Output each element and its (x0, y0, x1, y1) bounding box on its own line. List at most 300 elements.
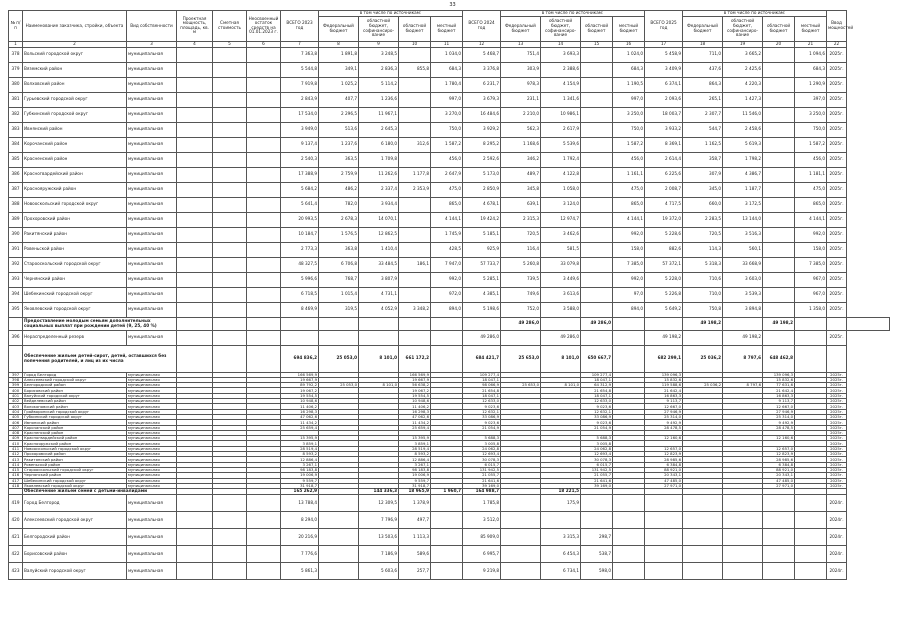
value-t23: 6 718,5 (281, 287, 319, 302)
value-t25: 25 314,0 (645, 414, 683, 419)
row-ownership: муниципальная (127, 425, 177, 430)
table-cell (723, 495, 763, 512)
value-r23: 186,1 (399, 257, 431, 272)
row-capacity (177, 167, 213, 182)
value-l24: 7 385,0 (613, 257, 645, 272)
value-r23: 25 659,4 (399, 425, 431, 430)
value-f24: 2 210,0 (501, 107, 541, 122)
value-r24: 109 277,4 (581, 372, 613, 377)
table-cell (177, 529, 213, 546)
row-ownership: муниципальная (127, 257, 177, 272)
col-total-2024: ВСЕГО 2024 год (463, 11, 501, 42)
table-cell (795, 546, 827, 563)
value-f23: 6 706,8 (319, 257, 359, 272)
row-capacity (177, 92, 213, 107)
value-t23: 694 836,2 (281, 345, 319, 372)
value-t25: 8 369,1 (645, 137, 683, 152)
value-f24: 978,3 (501, 77, 541, 92)
row-number: 392 (9, 257, 23, 272)
row-ownership: муниципальная (127, 483, 177, 488)
value-t23: 17 534,0 (281, 107, 319, 122)
value-c24: 1 792,4 (541, 152, 581, 167)
value-r23: 98 183,8 (399, 467, 431, 472)
row-name: Губкинский городской округ (23, 414, 127, 419)
value-t23: 3 859,1 (281, 441, 319, 446)
row-cost (213, 137, 247, 152)
column-number: 21 (795, 41, 827, 47)
table-cell (213, 546, 247, 563)
value-r23: 3 859,1 (399, 441, 431, 446)
value-t23: 5 641,4 (281, 197, 319, 212)
row-ownership: муниципальная (127, 478, 177, 483)
value-l25: 750,0 (795, 122, 827, 137)
table-row (9, 197, 890, 212)
row-name: Прохоровский район (23, 212, 127, 227)
value-c25: 33 668,9 (723, 257, 763, 272)
row-ownership: муниципальная (127, 77, 177, 92)
value-r23: 1 113,3 (399, 529, 431, 546)
value-r24 (581, 302, 613, 317)
row-name: Волховский район (23, 77, 127, 92)
value-t24: 21 641,6 (463, 478, 501, 483)
value-t25: 682 299,1 (645, 345, 683, 372)
table-row (9, 182, 890, 197)
column-number: 6 (247, 41, 281, 47)
value-t23: 2 773,3 (281, 242, 319, 257)
value-r24: 30 078,3 (581, 457, 613, 462)
column-number: 10 (399, 41, 431, 47)
table-cell (213, 495, 247, 512)
row-number: 385 (9, 152, 23, 167)
value-r23: 19 554,5 (399, 393, 431, 398)
table-row (9, 257, 890, 272)
value-c23: 1 236,6 (359, 92, 399, 107)
table-cell (319, 546, 359, 563)
value-r24: 298,7 (581, 529, 613, 546)
table-cell (763, 512, 795, 529)
table-row (9, 272, 890, 287)
row-ownership: муниципальная (127, 137, 177, 152)
value-f25: 114,3 (683, 242, 723, 257)
value-r23: 589,6 (399, 546, 431, 563)
value-t24: 9 023,6 (463, 404, 501, 409)
value-f23: 1 891,8 (319, 47, 359, 62)
value-t23: 3 949,0 (281, 122, 319, 137)
value-t24: 2 850,9 (463, 182, 501, 197)
value-f23: 2 678,3 (319, 212, 359, 227)
row-remaining (247, 272, 281, 287)
row-number: 407 (9, 425, 23, 430)
value-t23: 11 406,2 (281, 404, 319, 409)
value-r23: 497,7 (399, 512, 431, 529)
value-c24: 6 454,3 (541, 546, 581, 563)
table-row (9, 92, 890, 107)
row-remaining (247, 197, 281, 212)
row-remaining (247, 152, 281, 167)
table-cell (213, 345, 247, 372)
table-cell (359, 330, 399, 345)
value-c24: 12 974,7 (541, 212, 581, 227)
value-c25: 3 172,5 (723, 197, 763, 212)
value-r24 (581, 212, 613, 227)
value-f24: 116,4 (501, 242, 541, 257)
row-ownership: муниципальная (127, 287, 177, 302)
value-t24: 684 421,7 (463, 345, 501, 372)
row-commission-year: 2025г. (827, 483, 847, 488)
value-t25: 9 113,7 (645, 399, 683, 404)
value-l23: 1 587,2 (431, 137, 463, 152)
value-r23: 661 172,2 (399, 345, 431, 372)
row-number: 396 (9, 330, 23, 345)
value-l25: 865,0 (795, 197, 827, 212)
row-number: 397 (9, 372, 23, 377)
row-remaining (247, 212, 281, 227)
table-cell (683, 563, 723, 580)
value-t23: 17 388,9 (281, 167, 319, 182)
table-cell (795, 529, 827, 546)
value-l24: 3 250,0 (613, 107, 645, 122)
row-remaining (247, 227, 281, 242)
value-t25: 15 832,6 (645, 377, 683, 382)
row-name: Ровеньской район (23, 462, 127, 467)
col-loc-2024: местный бюджет (613, 16, 645, 41)
row-commission-year: 2025г. (827, 212, 847, 227)
row-number: 421 (9, 529, 23, 546)
value-c23: 1 410,4 (359, 242, 399, 257)
value-r25: 88 921,0 (763, 467, 795, 472)
row-commission-year: 2025г. (827, 330, 847, 345)
value-t24: 24 062,8 (463, 446, 501, 451)
value-f25: 750,8 (683, 302, 723, 317)
value-r23: 19 006,9 (399, 473, 431, 478)
value-l23 (431, 546, 463, 563)
value-t24: 925,9 (463, 242, 501, 257)
value-f25: 437,6 (683, 62, 723, 77)
row-commission-year: 2025г. (827, 388, 847, 393)
value-l25: 1 587,2 (795, 137, 827, 152)
row-capacity (177, 152, 213, 167)
table-cell (613, 330, 645, 345)
value-f23: 363,5 (319, 152, 359, 167)
value-t24: 3 929,2 (463, 122, 501, 137)
value-c24: 3 693,3 (541, 47, 581, 62)
value-f25: 307,9 (683, 167, 723, 182)
value-c23: 12 309,5 (359, 495, 399, 512)
row-ownership: муниципальная (127, 107, 177, 122)
value-c24: 1 058,0 (541, 182, 581, 197)
value-l23: 894,0 (431, 302, 463, 317)
value-l23: 1 780,4 (431, 77, 463, 92)
table-cell (683, 546, 723, 563)
value-c24: 8 101,0 (541, 383, 581, 388)
table-cell (501, 563, 541, 580)
value-t25: 47 485,0 (645, 478, 683, 483)
value-c24: 10 986,1 (541, 107, 581, 122)
value-t23: 8 469,9 (281, 302, 319, 317)
value-f25: 864,3 (683, 77, 723, 92)
column-number: 16 (613, 41, 645, 47)
value-r24: 598,0 (581, 563, 613, 580)
value-r23: 12 886,4 (399, 457, 431, 462)
value-l25: 992,0 (795, 227, 827, 242)
value-t24: 16 484,6 (463, 107, 501, 122)
row-number: 387 (9, 182, 23, 197)
row-ownership: муниципальная (127, 212, 177, 227)
row-remaining (247, 137, 281, 152)
row-number: 422 (9, 546, 23, 563)
value-c25: 4 386,7 (723, 167, 763, 182)
value-f25: 25 036,2 (683, 383, 723, 388)
value-c24: 3 462,6 (541, 227, 581, 242)
value-r25 (763, 122, 795, 137)
value-r25: 12 667,0 (763, 404, 795, 409)
value-c24: 5 539,6 (541, 137, 581, 152)
col-fed-2025: Федеральный бюджет (683, 16, 723, 41)
value-r23 (399, 92, 431, 107)
row-remaining (247, 92, 281, 107)
value-l23: 456,0 (431, 152, 463, 167)
row-name: Корочанский район (23, 425, 127, 430)
table-cell (581, 330, 613, 345)
value-c25: 49 198,2 (763, 317, 795, 330)
value-r23: 166 569,9 (399, 372, 431, 377)
col-regco-2023: областной бюджет, софинансиро-вание (359, 16, 399, 41)
row-cost (213, 287, 247, 302)
col-loc-2025: местный бюджет (795, 16, 827, 41)
value-c23: 2 337,4 (359, 182, 399, 197)
value-r23: 9 559,7 (399, 478, 431, 483)
value-c25: 5 619,3 (723, 137, 763, 152)
row-number: 408 (9, 430, 23, 435)
table-cell (247, 529, 281, 546)
row-remaining (247, 167, 281, 182)
value-t25: 5 458,9 (645, 47, 683, 62)
value-r25: 21 642,4 (763, 388, 795, 393)
value-c23: 7 186,9 (359, 546, 399, 563)
value-r25: 25 314,0 (763, 414, 795, 419)
value-c25: 1 427,3 (723, 92, 763, 107)
table-cell (501, 512, 541, 529)
row-ownership: муниципальная (127, 436, 177, 441)
row-name: Чернянский район (23, 473, 127, 478)
row-name: Красненский район (23, 430, 127, 435)
row-capacity (177, 47, 213, 62)
value-c23: 5 114,2 (359, 77, 399, 92)
value-l25: 397,0 (795, 92, 827, 107)
value-l23: 475,0 (431, 182, 463, 197)
table-row (9, 330, 890, 345)
value-r24 (581, 242, 613, 257)
value-r23 (399, 152, 431, 167)
value-c23: 12 862,5 (359, 227, 399, 242)
value-l24: 684,3 (613, 62, 645, 77)
value-r25: 12 657,0 (763, 446, 795, 451)
row-number: 388 (9, 197, 23, 212)
value-t24: 33 086,9 (463, 414, 501, 419)
row-commission-year: 2025г. (827, 122, 847, 137)
value-t23: 19 006,9 (281, 473, 319, 478)
section-title: Обеспечение жильем семей с детьми-инвалидами (23, 489, 177, 495)
value-r25 (763, 227, 795, 242)
table-row (9, 107, 890, 122)
row-number: 412 (9, 452, 23, 457)
value-f24: 749,6 (501, 287, 541, 302)
row-number: 417 (9, 478, 23, 483)
column-number: 20 (763, 41, 795, 47)
value-t23: 9 559,7 (281, 478, 319, 483)
value-r23 (399, 242, 431, 257)
value-t23: 5 684,2 (281, 182, 319, 197)
value-t23: 5 996,6 (281, 272, 319, 287)
value-r23: 257,7 (399, 563, 431, 580)
row-commission-year: 2025г. (827, 457, 847, 462)
value-f24: 5 260,8 (501, 257, 541, 272)
col-incl-2024: в том числе по источникам: (501, 11, 645, 17)
value-f24: 751,4 (501, 47, 541, 62)
table-cell (319, 512, 359, 529)
row-ownership: муниципальная (127, 92, 177, 107)
value-t24: 21 054,9 (463, 425, 501, 430)
value-r24 (581, 47, 613, 62)
value-c25: 3 894,8 (723, 302, 763, 317)
value-t23: 20 993,5 (281, 212, 319, 227)
value-r25: 27 946,9 (763, 409, 795, 414)
table-row (9, 302, 890, 317)
table-cell (247, 495, 281, 512)
value-t24: 5 198,6 (463, 302, 501, 317)
row-number: 398 (9, 377, 23, 382)
row-cost (213, 242, 247, 257)
col-cost: Сметная стоимость (213, 11, 247, 42)
value-t23: 19 067,2 (281, 388, 319, 393)
value-r24 (581, 167, 613, 182)
value-f23: 2 296,5 (319, 107, 359, 122)
row-number: 404 (9, 409, 23, 414)
value-t23: 11 434,2 (281, 420, 319, 425)
table-cell (645, 495, 683, 512)
value-t24: 5 468,7 (463, 47, 501, 62)
value-r23: 28 519,4 (399, 446, 431, 451)
col-capacity: Проектная мощность, площадь, кв. м (177, 11, 213, 42)
value-t24: 5 185,1 (463, 227, 501, 242)
row-commission-year: 2025г. (827, 409, 847, 414)
table-cell (613, 495, 645, 512)
row-ownership: муниципальная (127, 512, 177, 529)
table-cell (645, 529, 683, 546)
row-remaining (247, 182, 281, 197)
table-cell (319, 330, 359, 345)
value-l25: 3 250,0 (795, 107, 827, 122)
value-t23: 7 919,8 (281, 77, 319, 92)
row-ownership: муниципальная (127, 122, 177, 137)
value-r25 (763, 257, 795, 272)
value-c23: 11 967,1 (359, 107, 399, 122)
value-c23: 144 336,3 (359, 489, 399, 495)
value-c23: 6 180,0 (359, 137, 399, 152)
value-l25: 1 094,6 (795, 47, 827, 62)
value-c23: 2 645,3 (359, 122, 399, 137)
value-r25 (763, 107, 795, 122)
value-f23: 25 053,0 (319, 345, 359, 372)
value-c25: 49 198,2 (723, 330, 763, 345)
row-ownership: муниципальная (127, 383, 177, 388)
row-commission-year: 2025г. (827, 393, 847, 398)
row-remaining (247, 257, 281, 272)
value-c25: 13 144,0 (723, 212, 763, 227)
col-fed-2023: Федеральный бюджет (319, 16, 359, 41)
value-r25: 12 160,6 (763, 436, 795, 441)
row-cost (213, 182, 247, 197)
value-f23: 407,7 (319, 92, 359, 107)
row-ownership: муниципальная (127, 302, 177, 317)
value-c24: 6 734,1 (541, 563, 581, 580)
table-cell (281, 317, 319, 330)
row-number: 386 (9, 167, 23, 182)
table-cell (213, 330, 247, 345)
row-commission-year: 2025г. (827, 167, 847, 182)
value-l24: 97,0 (613, 287, 645, 302)
table-cell (399, 330, 431, 345)
value-r23: 11 434,2 (399, 420, 431, 425)
column-number: 14 (541, 41, 581, 47)
value-t25: 27 971,0 (645, 483, 683, 488)
value-r24 (581, 272, 613, 287)
table-cell (281, 330, 319, 345)
row-number: 418 (9, 483, 23, 488)
table-cell (613, 345, 645, 372)
value-r23: 15 395,9 (399, 436, 431, 441)
table-cell (763, 495, 795, 512)
value-t25: 28 985,6 (645, 457, 683, 462)
row-remaining (247, 122, 281, 137)
row-number: 410 (9, 441, 23, 446)
table-cell (177, 345, 213, 372)
value-r24 (581, 122, 613, 137)
value-r24 (581, 77, 613, 92)
column-number: 9 (359, 41, 399, 47)
value-l25: 1 290,9 (795, 77, 827, 92)
table-cell (795, 317, 827, 330)
value-t24: 131 942,5 (463, 467, 501, 472)
value-t23: 19 667,9 (281, 377, 319, 382)
value-c25: 1 798,2 (723, 152, 763, 167)
column-number: 7 (281, 41, 319, 47)
row-cost (213, 272, 247, 287)
row-commission-year: 2025г. (827, 92, 847, 107)
value-r25: 27 971,0 (763, 483, 795, 488)
row-ownership: муниципальная (127, 372, 177, 377)
value-f23: 2 759,9 (319, 167, 359, 182)
value-t25: 5 228,6 (645, 227, 683, 242)
row-name: Ивнянский район (23, 420, 127, 425)
table-cell (247, 317, 281, 330)
col-commission: Ввод мощностей (827, 11, 847, 42)
row-name: Губкинский городской округ (23, 107, 127, 122)
value-r25: 20 343,1 (763, 473, 795, 478)
row-capacity (177, 137, 213, 152)
row-commission-year: 2025г. (827, 152, 847, 167)
row-capacity (177, 77, 213, 92)
value-c25: 1 187,7 (723, 182, 763, 197)
row-number: 393 (9, 272, 23, 287)
value-c23: 2 836,3 (359, 62, 399, 77)
value-l23: 1 745,9 (431, 227, 463, 242)
row-cost (213, 107, 247, 122)
value-t25: 27 946,9 (645, 409, 683, 414)
row-ownership: муниципальная (127, 47, 177, 62)
row-number (9, 345, 23, 372)
table-cell (501, 546, 541, 563)
